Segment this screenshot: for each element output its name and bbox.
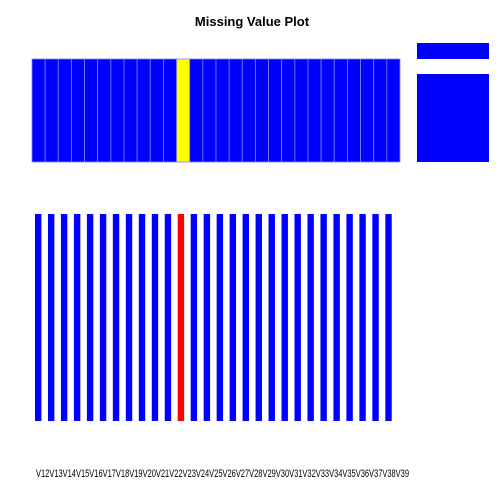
- missing-bar-V18: [113, 214, 119, 421]
- missing-bar-V26: [217, 214, 223, 421]
- heatmap-cell-V13: [45, 59, 58, 162]
- missing-bar-V29: [256, 214, 262, 421]
- legend-block-missing: [417, 43, 489, 59]
- missing-bar-V32: [295, 214, 301, 421]
- missing-bar-V36: [346, 214, 352, 421]
- chart-title: Missing Value Plot: [194, 14, 310, 29]
- missing-bar-V27: [230, 214, 236, 421]
- heatmap-cell-V14: [58, 59, 71, 162]
- legend: [417, 43, 489, 162]
- heatmap-cell-V21: [150, 59, 163, 162]
- missing-bar-V20: [139, 214, 145, 421]
- missing-bar-V19: [126, 214, 132, 421]
- heatmap-cell-V23: [177, 59, 190, 162]
- heatmap-cell-V12: [32, 59, 45, 162]
- heatmap-cell-V20: [137, 59, 150, 162]
- missing-bar-V38: [372, 214, 378, 421]
- missing-bar-V28: [243, 214, 249, 421]
- heatmap-cell-V24: [190, 59, 203, 162]
- missing-bar-V33: [307, 214, 313, 421]
- missing-bar-V25: [204, 214, 210, 421]
- missing-bar-V39: [385, 214, 391, 421]
- heatmap-cell-V26: [216, 59, 229, 162]
- heatmap-cell-V38: [374, 59, 387, 162]
- heatmap-cell-V33: [308, 59, 321, 162]
- heatmap-cell-V15: [71, 59, 84, 162]
- missing-bar-V34: [320, 214, 326, 421]
- heatmap-cell-V29: [255, 59, 268, 162]
- heatmap-cell-V37: [361, 59, 374, 162]
- legend-block-observed: [417, 74, 489, 162]
- missing-bar-V17: [100, 214, 106, 421]
- variable-tick-labels: V12V13V14V15V16V17V18V19V20V21V22V23V24V25V26V27V28V29V30V31V32V33V34V35V36V37V38V39: [36, 468, 409, 480]
- heatmap-cell-V25: [203, 59, 216, 162]
- missing-bar-V21: [152, 214, 158, 421]
- heatmap-cell-V22: [163, 59, 176, 162]
- heatmap-cell-V32: [295, 59, 308, 162]
- heatmap-cell-V18: [111, 59, 124, 162]
- heatmap-cell-V19: [124, 59, 137, 162]
- missing-bar-V22: [165, 214, 171, 421]
- missing-bar-V37: [359, 214, 365, 421]
- heatmap-cell-V30: [269, 59, 282, 162]
- heatmap-cell-V31: [282, 59, 295, 162]
- missing-bar-V23: [178, 214, 184, 421]
- heatmap-cell-V36: [347, 59, 360, 162]
- heatmap-cell-V27: [229, 59, 242, 162]
- heatmap-cell-V16: [85, 59, 98, 162]
- missing-bar-V12: [35, 214, 41, 421]
- missing-bar-V24: [191, 214, 197, 421]
- missing-bar-V14: [61, 214, 67, 421]
- missing-bar-V16: [87, 214, 93, 421]
- missing-bar-V15: [74, 214, 80, 421]
- missing-bar-V31: [282, 214, 288, 421]
- heatmap-cell-V17: [98, 59, 111, 162]
- heatmap-cell-V34: [321, 59, 334, 162]
- missing-barplot: [35, 214, 392, 421]
- missing-bar-V35: [333, 214, 339, 421]
- missing-heatmap: [32, 59, 400, 162]
- missing-bar-V30: [269, 214, 275, 421]
- heatmap-cell-V28: [242, 59, 255, 162]
- heatmap-cell-V39: [387, 59, 400, 162]
- heatmap-cell-V35: [334, 59, 347, 162]
- missing-bar-V13: [48, 214, 54, 421]
